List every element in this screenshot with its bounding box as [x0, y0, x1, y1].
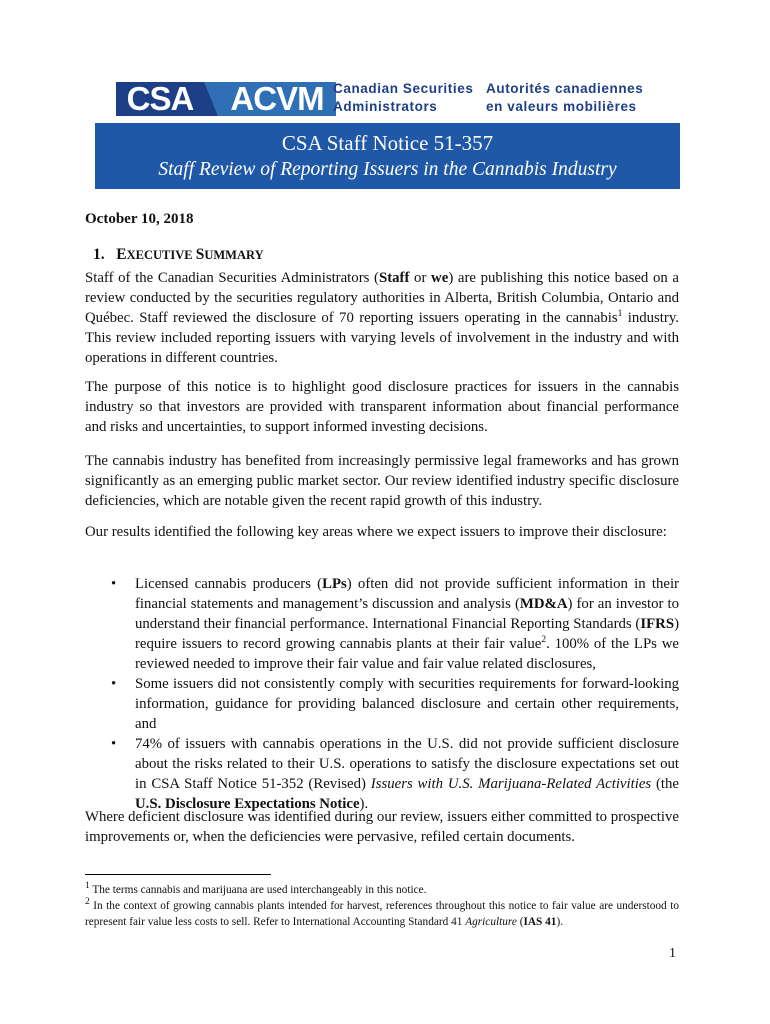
footnote-2-text-a: In the context of growing cannabis plants intended for harvest, references throughout this notice to fair value are understood to represent fair value less costs to sell. Refer to International Accounting Standard 41	[85, 900, 679, 928]
notice-date: October 10, 2018	[85, 211, 194, 227]
csa-acvm-logo	[116, 82, 336, 116]
logo-en-line1: Canadian Securities	[333, 81, 474, 96]
footnote-ref-2[interactable]: 2	[541, 635, 547, 646]
paragraph-outcome: Where deficient disclosure was identified during our review, issuers either committed to prospective improvements or, when the deficiencies were pervasive, refiled certain documents.	[85, 809, 679, 845]
list-item	[85, 674, 679, 734]
list-item	[85, 574, 679, 674]
footnote-2-agriculture: Agriculture	[465, 915, 517, 928]
paragraph-results: Our results identified the following key areas where we expect issuers to improve their disclosure:	[85, 524, 667, 540]
logo-english-name	[333, 80, 473, 116]
b3-notice-title: Issuers with U.S. Marijuana-Related Activities	[370, 776, 652, 792]
paragraph-purpose: The purpose of this notice is to highlight good disclosure practices for issuers in the cannabis industry so that investors are provided with transparent information about financial performance and risks and uncertainties, to support informed investing decisions.	[85, 379, 679, 435]
footnote-2-text-c: (	[516, 915, 524, 928]
bullet-icon: •	[111, 676, 117, 692]
section-title-rest2: UMMARY	[204, 248, 264, 262]
paragraph-intro	[85, 268, 679, 368]
b3-term-notice: U.S. Disclosure Expectations Notice	[135, 796, 360, 812]
p1-text-c: or	[409, 270, 432, 286]
b1-text-e: ) for an investor to understand their financial performance. International Financial Reporting Standards (	[135, 596, 679, 632]
notice-title: CSA Staff Notice 51-357	[281, 131, 494, 155]
footnote-2-text-e: ).	[556, 915, 564, 928]
logo-slash	[204, 82, 218, 116]
p1-text-a: Staff of the Canadian Securities Administrators (	[85, 270, 379, 286]
section-title-cap2: S	[195, 246, 205, 263]
page-number: 1	[669, 946, 676, 961]
footnote-2-ias41: IAS 41	[523, 915, 557, 928]
logo-french-name	[486, 80, 643, 116]
footnote-1-text: The terms cannabis and marijuana are used interchangeably in this notice.	[89, 884, 427, 896]
footnote-ref-1[interactable]: 1	[617, 309, 623, 320]
logo-csa: CSA	[116, 82, 204, 116]
footnote-1-number: 1	[85, 881, 90, 892]
p1-text-f: industry. This review included reporting issuers with varying levels of involvement in the industry and with operations in different countries.	[85, 310, 679, 366]
footnote-divider	[85, 874, 271, 875]
b1-term-lps: LPs	[322, 576, 347, 592]
b1-text-a: Licensed cannabis producers (	[135, 576, 323, 592]
b1-text-c: ) often did not provide sufficient information in their financial statements and management’s discussion and analysis (	[135, 576, 679, 612]
b3-text-a: 74% of issuers with cannabis operations in the U.S. did not provide sufficient disclosure about the risks related to their U.S. operations to satisfy the disclosure expectations set out in CSA Staff Notice 51-352 (Revised)	[135, 736, 679, 792]
footnote-2	[85, 899, 679, 930]
b3-text-c: (the	[651, 776, 679, 792]
footnote-1	[85, 883, 679, 899]
p1-text-e: ) are publishing this notice based on a review conducted by the securities regulatory authorities in Alberta, British Columbia, Ontario and Québec. Staff reviewed the disclosure of 70 reporting issuers operating in the cannabis	[85, 270, 679, 326]
logo-acvm: ACVM	[218, 82, 336, 116]
section-heading	[93, 246, 264, 264]
section-number: 1.	[93, 246, 105, 263]
title-banner	[95, 123, 680, 189]
b1-term-ifrs: IFRS	[640, 616, 675, 632]
p1-term-staff: Staff	[378, 270, 410, 286]
section-title-rest1: XECUTIVE	[126, 248, 196, 262]
logo-fr-line1: Autorités canadiennes	[486, 81, 644, 96]
b1-term-mda: MD&A	[519, 596, 568, 612]
bullet-icon: •	[111, 576, 117, 592]
footnote-2-number: 2	[85, 897, 90, 908]
p1-term-we: we	[431, 270, 449, 286]
section-title-cap1: E	[116, 246, 127, 263]
b3-text-e: ).	[359, 796, 369, 812]
b1-text-h: . 100% of the LPs we reviewed needed to improve their fair value and fair value related disclosures,	[135, 636, 679, 672]
logo-en-line2: Administrators	[333, 99, 438, 114]
list-item	[85, 734, 679, 814]
bullet-icon: •	[111, 736, 117, 752]
notice-subtitle: Staff Review of Reporting Issuers in the Cannabis Industry	[158, 159, 617, 180]
logo-fr-line2: en valeurs mobilières	[486, 99, 637, 114]
b2-text: Some issuers did not consistently comply with securities requirements for forward-looking information, guidance for providing balanced disclosure and certain other requirements, and	[135, 676, 679, 732]
paragraph-industry: The cannabis industry has benefited from increasingly permissive legal frameworks and has grown significantly as an emerging public market sector. Our review identified industry specific disclosure deficiencies, which are notable given the recent rapid growth of this industry.	[85, 453, 679, 509]
b1-text-g: ) require issuers to record growing cannabis plants at their fair value	[135, 616, 679, 652]
key-areas-list	[85, 574, 679, 814]
